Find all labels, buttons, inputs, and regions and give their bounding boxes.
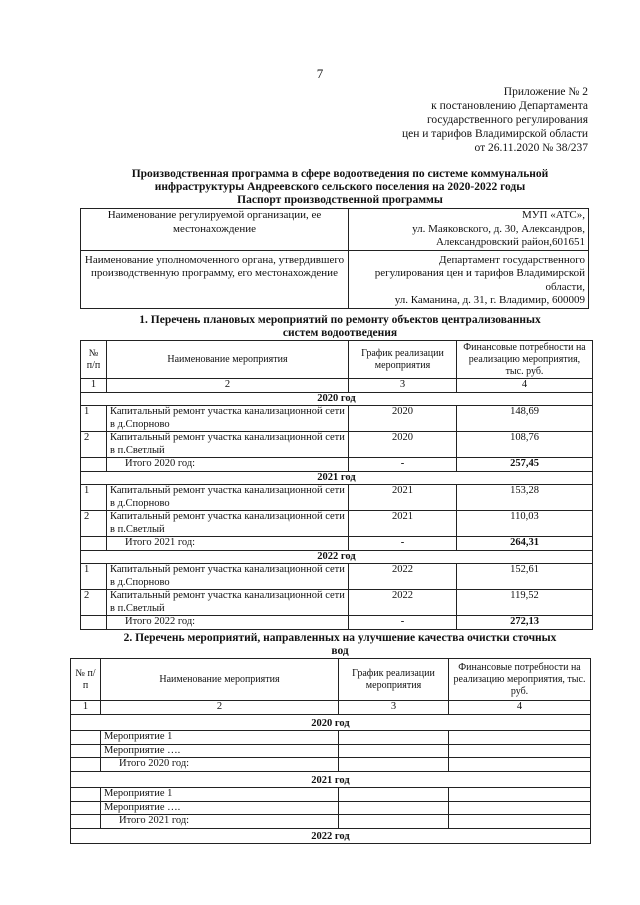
- total-row: [81, 616, 593, 630]
- row-name: Мероприятие ….: [101, 744, 339, 758]
- header-cell: Наименование мероприятия: [101, 659, 339, 701]
- total-label: Итого 2020 год:: [107, 458, 349, 472]
- passport-label: Наименование регулируемой организации, ее местонахождение: [81, 209, 349, 251]
- total-row: [81, 458, 593, 472]
- row-amount: 152,61: [457, 564, 593, 590]
- year-row: [71, 771, 591, 788]
- row-number: 1: [81, 564, 107, 590]
- header-cell: Финансовые потребности на реализацию мероприятия, тыс. руб.: [457, 341, 593, 379]
- table-row: [81, 590, 593, 616]
- row-name: Капитальный ремонт участка канализационной сети в п.Светлый: [107, 590, 349, 616]
- year-label: 2021 год: [71, 771, 591, 788]
- appendix-line: государственного регулирования: [426, 114, 588, 126]
- column-number: 2: [107, 379, 349, 393]
- header-cell: № п/п: [71, 659, 101, 701]
- row-number: 2: [81, 511, 107, 537]
- column-number: 2: [101, 701, 339, 715]
- title-line: Производственная программа в сфере водоотведения по системе коммунальной: [131, 168, 549, 180]
- header-cell: № п/п: [81, 341, 107, 379]
- passport-value-line: ул. Маяковского, д. 30, Александров,: [412, 222, 585, 235]
- row-amount: [449, 744, 591, 758]
- total-schedule: [339, 815, 449, 829]
- year-row: [81, 392, 593, 406]
- row-number: [71, 744, 101, 758]
- passport-value-line: МУП «АТС»,: [521, 209, 585, 221]
- row-name: Капитальный ремонт участка канализационной сети в п.Светлый: [107, 432, 349, 458]
- table-row: [71, 801, 591, 815]
- passport-row: [81, 209, 589, 251]
- table-row: [71, 788, 591, 802]
- header-cell: График реализации мероприятия: [349, 341, 457, 379]
- passport-value-line: ул. Каманина, д. 31, г. Владимир, 600009: [394, 294, 585, 306]
- table-header-row: [71, 659, 591, 701]
- total-amount: [449, 758, 591, 772]
- total-blank: [71, 815, 101, 829]
- total-schedule: -: [349, 616, 457, 630]
- row-name: Капитальный ремонт участка канализационной сети в д.Спорново: [107, 406, 349, 432]
- appendix-line: от 26.11.2020 № 38/237: [474, 142, 588, 154]
- passport-table: [80, 208, 589, 309]
- column-number: 1: [71, 701, 101, 715]
- year-row: [71, 828, 591, 844]
- year-label: 2022 год: [71, 828, 591, 844]
- appendix-line: к постановлению Департамента: [431, 100, 588, 112]
- table-row: [81, 485, 593, 511]
- appendix-line: Приложение № 2: [503, 86, 588, 98]
- year-label: 2021 год: [81, 471, 593, 485]
- total-blank: [81, 458, 107, 472]
- page-number: 7: [316, 66, 324, 81]
- year-label: 2020 год: [81, 392, 593, 406]
- row-name: Мероприятие 1: [101, 788, 339, 802]
- row-schedule: 2020: [349, 432, 457, 458]
- year-row: [71, 714, 591, 731]
- row-amount: [449, 801, 591, 815]
- column-number: 1: [81, 379, 107, 393]
- document-title: [90, 168, 590, 207]
- total-row: [71, 758, 591, 772]
- total-row: [81, 537, 593, 551]
- total-blank: [71, 758, 101, 772]
- year-label: 2020 год: [71, 714, 591, 731]
- row-number: 1: [81, 485, 107, 511]
- column-number: 3: [349, 379, 457, 393]
- appendix-line: цен и тарифов Владимирской области: [401, 128, 588, 140]
- table-header-row: [81, 341, 593, 379]
- column-number: 3: [339, 701, 449, 715]
- total-label: Итого 2022 год:: [107, 616, 349, 630]
- row-schedule: 2020: [349, 406, 457, 432]
- section-title-line: 2. Перечень мероприятий, направленных на улучшение качества очистки сточных: [123, 632, 557, 644]
- row-amount: 148,69: [457, 406, 593, 432]
- total-row: [71, 815, 591, 829]
- row-schedule: [339, 801, 449, 815]
- row-schedule: 2021: [349, 511, 457, 537]
- section-title-line: 1. Перечень плановых мероприятий по ремонту объектов централизованных: [139, 314, 541, 326]
- total-amount: 257,45: [457, 458, 593, 472]
- row-number: [71, 788, 101, 802]
- passport-heading: Паспорт производственной программы: [237, 194, 443, 206]
- row-name: Мероприятие ….: [101, 801, 339, 815]
- year-row: [81, 550, 593, 564]
- row-name: Капитальный ремонт участка канализационной сети в д.Спорново: [107, 564, 349, 590]
- table-row: [81, 564, 593, 590]
- passport-value: [349, 250, 589, 308]
- column-number-row: [81, 379, 593, 393]
- passport-value-line: области,: [545, 280, 585, 293]
- total-amount: 264,31: [457, 537, 593, 551]
- total-schedule: -: [349, 458, 457, 472]
- row-amount: 119,52: [457, 590, 593, 616]
- total-schedule: -: [349, 537, 457, 551]
- row-number: 2: [81, 590, 107, 616]
- row-schedule: 2022: [349, 590, 457, 616]
- row-schedule: [339, 788, 449, 802]
- section-title-line: вод: [331, 645, 349, 657]
- table-row: [71, 731, 591, 745]
- passport-label: Наименование уполномоченного органа, утвердившего производственную программу, его местонахождение: [81, 250, 349, 308]
- total-label: Итого 2021 год:: [107, 537, 349, 551]
- section2-title: [80, 632, 600, 658]
- row-number: 1: [81, 406, 107, 432]
- passport-value-line: Департамент государственного: [438, 253, 585, 266]
- row-number: [71, 801, 101, 815]
- row-amount: [449, 731, 591, 745]
- column-number: 4: [449, 701, 591, 715]
- row-schedule: 2021: [349, 485, 457, 511]
- appendix-block: [402, 85, 588, 155]
- total-blank: [81, 616, 107, 630]
- row-name: Капитальный ремонт участка канализационной сети в п.Светлый: [107, 511, 349, 537]
- table-row: [81, 406, 593, 432]
- row-schedule: [339, 744, 449, 758]
- year-label: 2022 год: [81, 550, 593, 564]
- row-schedule: 2022: [349, 564, 457, 590]
- row-schedule: [339, 731, 449, 745]
- table-row: [81, 432, 593, 458]
- total-amount: [449, 815, 591, 829]
- total-blank: [81, 537, 107, 551]
- passport-value-line: регулирования цен и тарифов Владимирской: [374, 267, 585, 279]
- total-label: Итого 2020 год:: [101, 758, 339, 772]
- total-amount: 272,13: [457, 616, 593, 630]
- passport-value-line: Александровский район,601651: [435, 236, 585, 248]
- column-number: 4: [457, 379, 593, 393]
- row-name: Мероприятие 1: [101, 731, 339, 745]
- header-cell: График реализации мероприятия: [339, 659, 449, 701]
- year-row: [81, 471, 593, 485]
- row-number: [71, 731, 101, 745]
- row-amount: 153,28: [457, 485, 593, 511]
- row-name: Капитальный ремонт участка канализационной сети в д.Спорново: [107, 485, 349, 511]
- header-cell: Финансовые потребности на реализацию мероприятия, тыс. руб.: [449, 659, 591, 701]
- passport-value: [349, 209, 589, 251]
- table-row: [81, 511, 593, 537]
- row-number: 2: [81, 432, 107, 458]
- row-amount: [449, 788, 591, 802]
- row-amount: 110,03: [457, 511, 593, 537]
- section2-table: [70, 658, 591, 844]
- table-row: [71, 744, 591, 758]
- section-title-line: систем водоотведения: [282, 327, 398, 339]
- passport-row: [81, 250, 589, 308]
- column-number-row: [71, 701, 591, 715]
- total-schedule: [339, 758, 449, 772]
- title-line: инфраструктуры Андреевского сельского поселения на 2020-2022 годы: [154, 181, 526, 193]
- row-amount: 108,76: [457, 432, 593, 458]
- total-label: Итого 2021 год:: [101, 815, 339, 829]
- header-cell: Наименование мероприятия: [107, 341, 349, 379]
- section1-table: [80, 340, 593, 630]
- section1-title: [80, 314, 600, 340]
